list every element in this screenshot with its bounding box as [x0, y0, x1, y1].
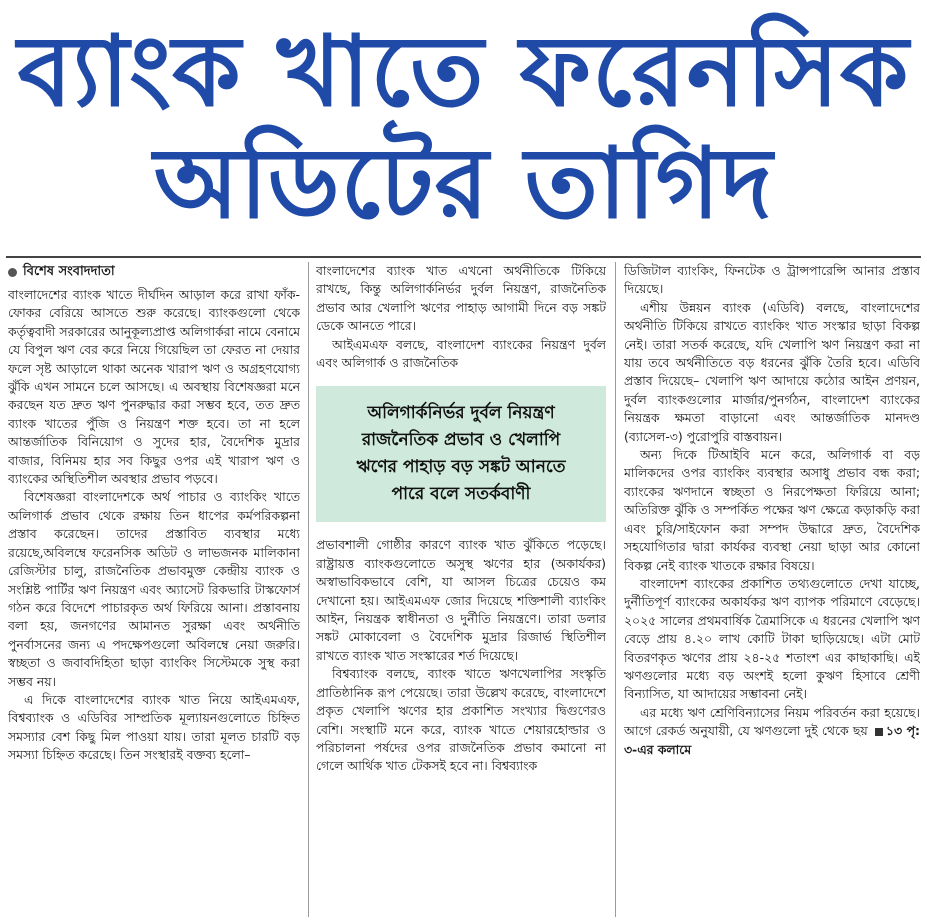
headline-line-2: অডিটের তাগিদ	[153, 127, 774, 241]
byline	[8, 262, 300, 282]
headline-divider	[6, 256, 921, 258]
column-divider-1	[308, 262, 309, 917]
headline-line-1: ব্যাংক খাতে ফরেনসিক	[17, 15, 910, 129]
bullet-icon	[8, 268, 17, 277]
pull-quote-line: রাজনৈতিক প্রভাব ও খেলাপি	[361, 430, 561, 451]
paragraph: বাংলাদেশের ব্যাংক খাত এখনো অর্থনীতিকে টিকিয়ে রাখছে, কিন্তু অলিগার্কনির্ভর দুর্বল নিয়ন্ত্রণ, রাজনৈতিক প্রভাব আর খেলাপি ঋণের পাহাড় আগামী দিনে বড় সঙ্কট ডেকে আনতে পারে।	[316, 263, 606, 334]
pull-quote-line: অলিগার্কনির্ভর দুর্বল নিয়ন্ত্রণ	[367, 403, 555, 424]
paragraph: এ দিকে বাংলাদেশের ব্যাংক খাত নিয়ে আইএমএফ, বিশ্বব্যাংক ও এডিবির সাম্প্রতিক মূল্যায়নগুলোতে চিহ্নিত সমস্যার বেশ কিছু মিল পাওয়া যায়। তারা মূলত চারটি বড় সমস্যা চিহ্নিত করেছে। তিন সংস্থারই বক্তব্য হলো–	[8, 691, 300, 763]
paragraph: বাংলাদেশের ব্যাংক খাতে দীর্ঘদিন আড়াল করে রাখা ফাঁক-ফোকর বেরিয়ে আসতে শুরু করেছে। ব্যাংকগুলো থেকে কর্তৃত্ববাদী সরকারের আনুকূল্যপ্রাপ্ত অলিগার্করা নামে বেনামে যে বিপুল ঋণ বের করে নিয়ে গিয়েছিল তা ফেরত না দেয়ার ফলে সৃষ্ট আড়ালে থাকা অনেক খারাপ ঋণ ও অগ্রহণযোগ্য ঝুঁকি এখন সামনে চলে আসছে। এ অবস্থায় বিশেষজ্ঞরা মনে করছেন যত দ্রুত ঋণ পুনরুদ্ধার করা সম্ভব হবে, তত দ্রুত ব্যাংক খাতের পুঁজি ও নিয়ন্ত্রণ শক্ত হবে। তা না হলে আন্তর্জাতিক বিনিয়োগ ও সুদের হার, বৈদেশিক মুদ্রার বাজার, বিনিময় হার সব কিছুর ওপর এই খারাপ ঋণ ও ব্যাংকের অস্থিতিশীল অবস্থার প্রভাব পড়বে।	[8, 287, 300, 487]
paragraph: প্রভাবশালী গোষ্ঠীর কারণে ব্যাংক খাত ঝুঁকিতে পড়েছে। রাষ্ট্রায়ত্ত ব্যাংকগুলোতে অসুস্থ ঋণের হার (অকার্যকর) অস্বাভাবিকভাবে বেশি, যা আসল চিত্রের চেয়েও কম দেখানো হয়। আইএমএফ জোর দিয়েছে শক্তিশালী ব্যাংকিং আইন, নিয়ন্ত্রক স্বাধীনতা ও দুর্নীতি নিয়ন্ত্রণে। তারা ডলার সঙ্কট মোকাবেলা ও বৈদেশিক মুদ্রার রিজার্ভ স্থিতিশীল রাখতে ব্যাংক খাত সংস্কারের শর্ত দিয়েছে।	[316, 537, 606, 663]
paragraph	[624, 704, 920, 759]
paragraph: বিশ্বব্যাংক বলছে, ব্যাংক খাতে ঋণখেলাপির সংস্কৃতি প্রাতিষ্ঠানিক রূপ পেয়েছে। তারা উল্লেখ করেছে, বাংলাদেশে প্রকৃত খেলাপি ঋণের হার প্রকাশিত সংখ্যার দ্বিগুণেরও বেশি। সংস্থাটি মনে করে, ব্যাংক খাতে শেয়ারহোল্ডার ও পরিচালনা পর্ষদের ওপর রাজনৈতিক প্রভাব কমানো না গেলে আর্থিক খাত টেকসই হবে না। বিশ্বব্যাংক	[316, 666, 606, 774]
paragraph: এশীয় উন্নয়ন ব্যাংক (এডিবি) বলছে, বাংলাদেশের অর্থনীতি টিকিয়ে রাখতে ব্যাংকিং খাত সংস্কার ছাড়া বিকল্প নেই। তারা সতর্ক করেছে, যদি খেলাপি ঋণ নিয়ন্ত্রণ করা না যায় তবে অর্থনীতিতে বড় ধরনের ঝুঁকি তৈরি হবে। এডিবি প্রস্তাব দিয়েছে– খেলাপি ঋণ আদায়ে কঠোর আইন প্রণয়ন, দুর্বল ব্যাংকগুলোর মার্জার/পুনর্গঠন, বাংলাদেশ ব্যাংকের নিয়ন্ত্রক ক্ষমতা বাড়ানো এবং আন্তর্জাতিক মানদণ্ড (ব্যাসেল-৩) পুরোপুরি বাস্তবায়ন।	[624, 299, 920, 444]
article-column-3	[624, 262, 920, 922]
pull-quote	[316, 386, 606, 522]
pull-quote-line: পারে বলে সতর্কবাণী	[391, 484, 531, 505]
paragraph: আইএমএফ বলছে, বাংলাদেশ ব্যাংকের নিয়ন্ত্রণ দুর্বল এবং অলিগার্ক ও রাজনৈতিক	[316, 336, 606, 371]
paragraph: বাংলাদেশ ব্যাংকের প্রকাশিত তথ্যগুলোতে দেখা যাচ্ছে, দুর্নীতিপূর্ণ ব্যাংকের অকার্যকর ঋণ ব্যাপক পরিমাণে বেড়েছে। ২০২৫ সালের প্রথমবার্ষিক ত্রৈমাসিকে এ ধরনের খেলাপি ঋণ বেড়ে প্রায় ৪.২০ লাখ কোটি টাকা ছাড়িয়েছে। এটা মোট বিতরণকৃত ঋণের প্রায় ২৪-২৫ শতাংশ এর কাছাকাছি। এই ঋণগুলোর মধ্যে বড় অংশই হলো কুঋণ হিসাবে শ্রেণী বিন্যাসিত, যা আদায়ের সম্ভাবনা নেই।	[624, 575, 920, 702]
paragraph: বিশেষজ্ঞরা বাংলাদেশকে অর্থ পাচার ও ব্যাংকিং খাতে অলিগার্ক প্রভাব থেকে রক্ষায় তিন ধাপের কর্মপরিকল্পনা প্রস্তাব করেছেন। তাদের প্রস্তাবিত ব্যবস্থার মধ্যে রয়েছে,অবিলম্বে ফরেনসিক অডিট ও লাভজনক মালিকানা রেজিস্টার চালু, রাজনৈতিক প্রভাবমুক্ত কেন্দ্রীয় ব্যাংক ও সংশ্লিষ্ট পার্টির ঋণ নিয়ন্ত্রণ এবং অ্যাসেট রিকভারি টাস্কফোর্স গঠন করে বিদেশে পাচারকৃত অর্থ ফিরিয়ে আনা। প্রস্তাবনায় বলা হয়, জনগণের আমানত সুরক্ষা এবং অর্থনীতি পুনর্বাসনের জন্য এ পদক্ষেপগুলো অবিলম্বে নেয়া জরুরি। স্বচ্ছতা ও জবাবদিহিতা ছাড়া ব্যাংকিং সিস্টেমকে সুস্থ করা সম্ভব নয়।	[8, 489, 300, 689]
continuation-reference: ১৩ পৃ: ৩-এর কলামে	[624, 723, 920, 757]
byline-text: বিশেষ সংবাদদাতা	[23, 264, 115, 279]
column-divider-2	[615, 262, 616, 917]
article-column-2	[316, 262, 606, 922]
headline	[0, 0, 927, 256]
paragraph: অন্য দিকে টিআইবি মনে করে, অলিগার্ক বা বড় মালিকদের ওপর ব্যাংকিং ব্যবস্থার অসাধু প্রভাব বন্ধ করা; ব্যাংকের ঋণদানে স্বচ্ছতা ও নিরপেক্ষতা ফিরিয়ে আনা; অতিরিক্ত ঝুঁকি ও সম্পর্কিত পক্ষের ঋণ ক্ষেত্রে কড়াকড়ি করা এবং চুরি/সাইফোন করা সম্পদ উদ্ধারে দ্রুত, বৈদেশিক সহযোগিতার দ্বারা কার্যকর ব্যবস্থা নেয়া ছাড়া আর কোনো বিকল্প নেই ব্যাংক খাতকে রক্ষার বিষয়ে।	[624, 447, 920, 573]
paragraph-text: এর মধ্যে ঋণ শ্রেণিবিন্যাসের নিয়ম পরিবর্তন করা হয়েছে। আগে রেকর্ড অনুযায়ী, যে ঋণগুলো দুই থেকে ছয়	[624, 704, 920, 739]
paragraph: ডিজিটাল ব্যাংকিং, ফিনটেক ও ট্রান্সপারেন্সি আনার প্রস্তাব দিয়েছে।	[624, 263, 920, 297]
article-column-1	[8, 262, 300, 922]
continuation-marker-icon	[875, 728, 883, 736]
pull-quote-line: ঋণের পাহাড় বড় সঙ্কট আনতে	[356, 457, 566, 478]
